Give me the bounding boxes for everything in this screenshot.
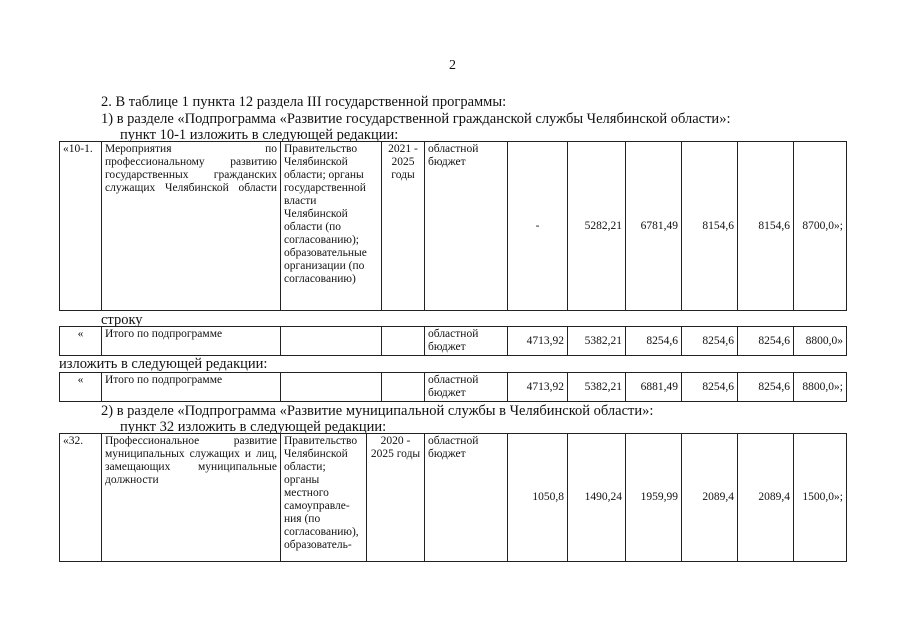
paragraph-subitem-1: 1) в разделе «Подпрограмма «Развитие государственной гражданской службы Челябинской области»: [101,111,731,127]
paragraph-point-10-1: пункт 10-1 изложить в следующей редакции: [120,127,399,143]
row-number: «32. [60,434,102,562]
value-cell: 8800,0»; [794,373,847,402]
value-cell: 4713,92 [508,327,568,356]
paragraph-item-2: 2. В таблице 1 пункта 12 раздела III государственной программы: [101,94,507,110]
value-cell: 4713,92 [508,373,568,402]
value-cell: 8154,6 [738,142,794,311]
value-cell: 5382,21 [568,373,626,402]
value-cell: 1500,0»; [794,434,847,562]
paragraph-line-stroku: строку [101,312,143,328]
empty-cell [382,327,425,356]
paragraph-new-edition: изложить в следующей редакции: [59,356,268,372]
executor: Правительство Челябинской области; органы местного самоуправле-ния (по согласованию), образователь- [281,434,367,562]
funding-source: областной бюджет [425,327,508,356]
paragraph-point-32: пункт 32 изложить в следующей редакции: [120,419,387,435]
value-cell: 1490,24 [568,434,626,562]
row-number: « [60,327,102,356]
value-cell: 2089,4 [682,434,738,562]
row-label: Итого по подпрограмме [102,327,281,356]
paragraph-subitem-2: 2) в разделе «Подпрограмма «Развитие муниципальной службы в Челябинской области»: [101,403,654,419]
row-number: «10-1. [60,142,102,311]
empty-cell [281,327,382,356]
value-cell: 5282,21 [568,142,626,311]
table-point-32 [59,433,847,562]
value-cell: 5382,21 [568,327,626,356]
funding-source: областной бюджет [425,142,508,311]
funding-source: областной бюджет [425,434,508,562]
table-subtotal-old [59,326,847,356]
measure-description: Мероприятия по профессиональному развитию государственных гражданских служащих Челябинской области [102,142,281,311]
value-cell: 8254,6 [626,327,682,356]
value-cell: 8700,0»; [794,142,847,311]
table-row [60,327,847,356]
table-row [60,373,847,402]
row-label: Итого по подпрограмме [102,373,281,402]
value-cell: 1959,99 [626,434,682,562]
value-cell: 8254,6 [738,373,794,402]
period: 2021 - 2025 годы [382,142,425,311]
table-point-10-1 [59,141,847,311]
value-cell: 8800,0» [794,327,847,356]
value-cell: 6781,49 [626,142,682,311]
table-row [60,434,847,562]
value-cell: 6881,49 [626,373,682,402]
table-subtotal-new [59,372,847,402]
table-row [60,142,847,311]
empty-cell [382,373,425,402]
funding-source: областной бюджет [425,373,508,402]
value-cell: - [508,142,568,311]
period: 2020 - 2025 годы [367,434,425,562]
value-cell: 1050,8 [508,434,568,562]
page-number: 2 [449,58,456,73]
value-cell: 2089,4 [738,434,794,562]
empty-cell [281,373,382,402]
measure-description: Профессиональное развитие муниципальных служащих и лиц, замещающих муниципальные должности [102,434,281,562]
value-cell: 8254,6 [738,327,794,356]
value-cell: 8254,6 [682,327,738,356]
value-cell: 8154,6 [682,142,738,311]
row-number: « [60,373,102,402]
executor: Правительство Челябинской области; органы государственной власти Челябинской области (по согласованию); образовательные организации (по согласованию) [281,142,382,311]
value-cell: 8254,6 [682,373,738,402]
